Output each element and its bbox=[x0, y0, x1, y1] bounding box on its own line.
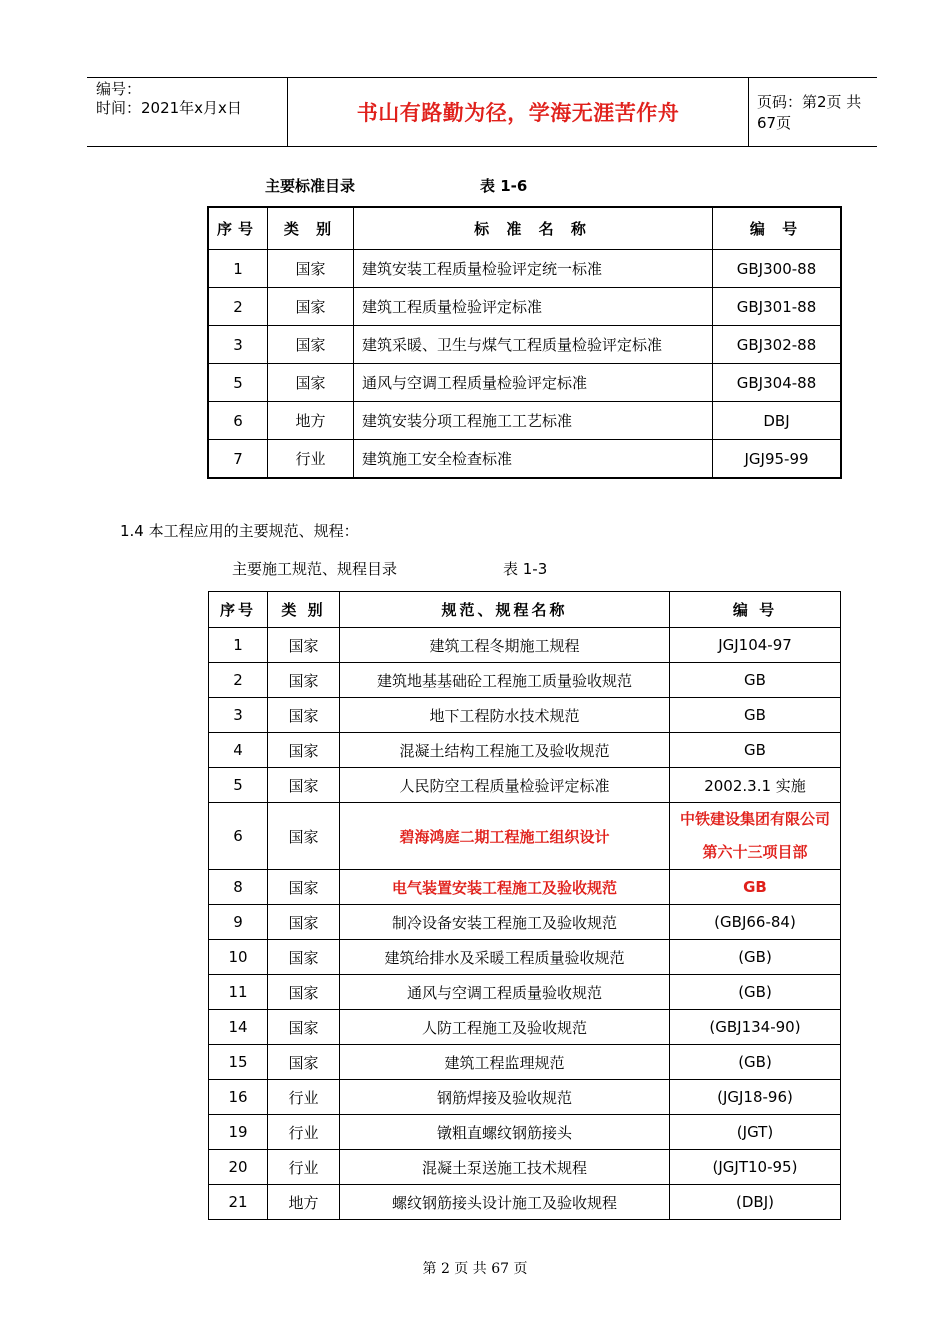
cell-code: GBJ304-88 bbox=[713, 364, 841, 402]
cell-number: 1 bbox=[209, 250, 268, 288]
table-row bbox=[209, 698, 841, 733]
cell-number: 5 bbox=[209, 768, 268, 803]
cell-number: 2 bbox=[209, 288, 268, 326]
cell-number: 16 bbox=[209, 1080, 268, 1115]
cell-number: 11 bbox=[209, 975, 268, 1010]
header-meta bbox=[96, 80, 242, 118]
cell-code: DBJ bbox=[713, 402, 841, 440]
header-cell-category: 类 别 bbox=[268, 592, 340, 628]
cell-number: 19 bbox=[209, 1115, 268, 1150]
table-row bbox=[209, 803, 841, 870]
cell-number: 7 bbox=[209, 440, 268, 478]
cell-number: 21 bbox=[209, 1185, 268, 1220]
cell-category: 国家 bbox=[268, 870, 340, 905]
cell-category: 行业 bbox=[268, 1115, 340, 1150]
cell-number: 20 bbox=[209, 1150, 268, 1185]
cell-name: 建筑安装工程质量检验评定统一标准 bbox=[354, 250, 713, 288]
table-row bbox=[209, 288, 841, 326]
header-cell-code: 编 号 bbox=[713, 208, 841, 250]
cell-code: (GB) bbox=[670, 1045, 841, 1080]
cell-name: 电气装置安装工程施工及验收规范 bbox=[340, 870, 670, 905]
table-row bbox=[209, 1185, 841, 1220]
cell-name: 建筑工程冬期施工规程 bbox=[340, 628, 670, 663]
cell-name: 制冷设备安装工程施工及验收规范 bbox=[340, 905, 670, 940]
cell-code: GB bbox=[670, 870, 841, 905]
cell-category: 国家 bbox=[268, 768, 340, 803]
cell-code: GBJ301-88 bbox=[713, 288, 841, 326]
cell-category: 国家 bbox=[268, 1045, 340, 1080]
cell-name: 镦粗直螺纹钢筋接头 bbox=[340, 1115, 670, 1150]
cell-category: 国家 bbox=[268, 663, 340, 698]
cell-category: 地方 bbox=[268, 1185, 340, 1220]
cell-name: 人防工程施工及验收规范 bbox=[340, 1010, 670, 1045]
cell-name: 建筑工程质量检验评定标准 bbox=[354, 288, 713, 326]
cell-category: 国家 bbox=[268, 940, 340, 975]
cell-code: (JGT) bbox=[670, 1115, 841, 1150]
cell-category: 国家 bbox=[268, 975, 340, 1010]
cell-name: 地下工程防水技术规范 bbox=[340, 698, 670, 733]
cell-code: 中铁建设集团有限公司第六十三项目部 bbox=[670, 803, 841, 870]
cell-code: GB bbox=[670, 663, 841, 698]
table-row bbox=[209, 364, 841, 402]
cell-category: 国家 bbox=[268, 326, 354, 364]
cell-category: 国家 bbox=[268, 803, 340, 870]
table-row bbox=[209, 975, 841, 1010]
cell-category: 国家 bbox=[268, 364, 354, 402]
cell-number: 14 bbox=[209, 1010, 268, 1045]
table-row bbox=[209, 628, 841, 663]
cell-code: (GB) bbox=[670, 940, 841, 975]
cell-number: 8 bbox=[209, 870, 268, 905]
page-header bbox=[87, 77, 877, 147]
table-row bbox=[209, 768, 841, 803]
cell-category: 国家 bbox=[268, 288, 354, 326]
cell-name: 混凝土结构工程施工及验收规范 bbox=[340, 733, 670, 768]
cell-number: 10 bbox=[209, 940, 268, 975]
cell-category: 国家 bbox=[268, 628, 340, 663]
table1-caption: 主要标准目录 bbox=[265, 177, 356, 195]
section-heading: 1.4 本工程应用的主要规范、规程： bbox=[120, 522, 359, 540]
table-row bbox=[209, 1080, 841, 1115]
cell-name: 通风与空调工程质量验收规范 bbox=[340, 975, 670, 1010]
cell-name: 钢筋焊接及验收规范 bbox=[340, 1080, 670, 1115]
cell-category: 国家 bbox=[268, 1010, 340, 1045]
cell-code: (GBJ66-84) bbox=[670, 905, 841, 940]
cell-number: 2 bbox=[209, 663, 268, 698]
table-row bbox=[209, 1010, 841, 1045]
table-row bbox=[209, 905, 841, 940]
document-number-label: 编号： bbox=[96, 80, 142, 98]
cell-category: 行业 bbox=[268, 1150, 340, 1185]
cell-number: 6 bbox=[209, 402, 268, 440]
cell-category: 国家 bbox=[268, 250, 354, 288]
standards-table-body bbox=[209, 250, 841, 478]
cell-category: 行业 bbox=[268, 440, 354, 478]
header-cell-code: 编 号 bbox=[670, 592, 841, 628]
header-cell-category: 类 别 bbox=[268, 208, 354, 250]
cell-number: 9 bbox=[209, 905, 268, 940]
header-cell-name: 规范、规程名称 bbox=[340, 592, 670, 628]
cell-name: 人民防空工程质量检验评定标准 bbox=[340, 768, 670, 803]
cell-number: 3 bbox=[209, 326, 268, 364]
cell-number: 4 bbox=[209, 733, 268, 768]
cell-code: GB bbox=[670, 733, 841, 768]
cell-category: 国家 bbox=[268, 698, 340, 733]
cell-code: GB bbox=[670, 698, 841, 733]
cell-code: 2002.3.1 实施 bbox=[670, 768, 841, 803]
table-header-row bbox=[209, 208, 841, 250]
header-cell-name: 标 准 名 称 bbox=[354, 208, 713, 250]
cell-code: JGJ104-97 bbox=[670, 628, 841, 663]
cell-number: 15 bbox=[209, 1045, 268, 1080]
cell-code: (JGJT10-95) bbox=[670, 1150, 841, 1185]
table-row bbox=[209, 733, 841, 768]
table-row bbox=[209, 250, 841, 288]
standards-table bbox=[208, 207, 841, 478]
table2-caption: 主要施工规范、规程目录 bbox=[232, 560, 398, 578]
cell-name: 建筑采暖、卫生与煤气工程质量检验评定标准 bbox=[354, 326, 713, 364]
cell-number: 1 bbox=[209, 628, 268, 663]
page-footer: 第 2 页 共 67 页 bbox=[422, 1261, 528, 1277]
cell-code: JGJ95-99 bbox=[713, 440, 841, 478]
cell-category: 国家 bbox=[268, 733, 340, 768]
cell-name: 螺纹钢筋接头设计施工及验收规程 bbox=[340, 1185, 670, 1220]
table2-number: 表 1-3 bbox=[503, 560, 548, 578]
cell-code: (DBJ) bbox=[670, 1185, 841, 1220]
cell-name: 碧海鸿庭二期工程施工组织设计 bbox=[340, 803, 670, 870]
cell-category: 地方 bbox=[268, 402, 354, 440]
header-motto: 书山有路勤为径，学海无涯苦作舟 bbox=[287, 78, 749, 146]
cell-name: 建筑给排水及采暖工程质量验收规范 bbox=[340, 940, 670, 975]
header-cell-number: 序号 bbox=[209, 592, 268, 628]
cell-name: 建筑安装分项工程施工工艺标准 bbox=[354, 402, 713, 440]
cell-name: 混凝土泵送施工技术规程 bbox=[340, 1150, 670, 1185]
cell-name: 建筑工程监理规范 bbox=[340, 1045, 670, 1080]
cell-number: 5 bbox=[209, 364, 268, 402]
table-row bbox=[209, 1045, 841, 1080]
cell-code: GBJ302-88 bbox=[713, 326, 841, 364]
table-header-row bbox=[209, 592, 841, 628]
cell-category: 国家 bbox=[268, 905, 340, 940]
document-time-label: 时间：2021年x月x日 bbox=[96, 99, 242, 117]
header-cell-number: 序号 bbox=[209, 208, 268, 250]
header-page-info: 页码：第2页 共67页 bbox=[757, 93, 862, 132]
cell-category: 行业 bbox=[268, 1080, 340, 1115]
cell-name: 建筑施工安全检查标准 bbox=[354, 440, 713, 478]
table-row bbox=[209, 326, 841, 364]
cell-name: 通风与空调工程质量检验评定标准 bbox=[354, 364, 713, 402]
table-row bbox=[209, 402, 841, 440]
table-row bbox=[209, 440, 841, 478]
cell-code: (GB) bbox=[670, 975, 841, 1010]
codes-table-body bbox=[209, 628, 841, 1220]
cell-number: 3 bbox=[209, 698, 268, 733]
cell-code: (GBJ134-90) bbox=[670, 1010, 841, 1045]
cell-code: (JGJ18-96) bbox=[670, 1080, 841, 1115]
table-row bbox=[209, 1115, 841, 1150]
table-row bbox=[209, 870, 841, 905]
table-row bbox=[209, 663, 841, 698]
table-row bbox=[209, 1150, 841, 1185]
table-row bbox=[209, 940, 841, 975]
table1-number: 表 1-6 bbox=[480, 177, 528, 195]
cell-number: 6 bbox=[209, 803, 268, 870]
cell-name: 建筑地基基础砼工程施工质量验收规范 bbox=[340, 663, 670, 698]
codes-table bbox=[208, 591, 841, 1220]
cell-code: GBJ300-88 bbox=[713, 250, 841, 288]
